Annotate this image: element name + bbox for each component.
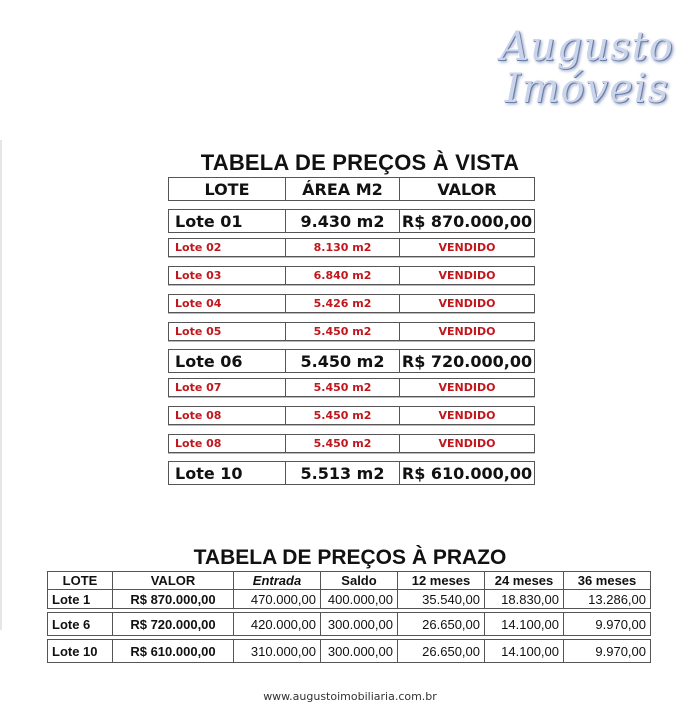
cash-table-row bbox=[168, 209, 535, 233]
value-cell: VENDIDO bbox=[438, 297, 496, 310]
value-cell: R$ 870.000,00 bbox=[113, 590, 234, 609]
installment-table-row bbox=[48, 640, 651, 663]
cash-table-row bbox=[168, 322, 535, 341]
area-cell: 6.840 m2 bbox=[286, 267, 400, 284]
area-cell: 5.450 m2 bbox=[286, 350, 400, 372]
cash-price-table-title: TABELA DE PREÇOS À VISTA bbox=[200, 150, 520, 175]
lot-cell: Lote 08 bbox=[169, 435, 286, 452]
header-valor: VALOR bbox=[113, 572, 234, 590]
header-area: ÁREA M2 bbox=[286, 178, 400, 200]
24-meses-cell: 18.830,00 bbox=[485, 590, 564, 609]
header-lote: LOTE bbox=[169, 178, 286, 200]
installment-price-table bbox=[47, 571, 651, 663]
12-meses-cell: 26.650,00 bbox=[398, 640, 485, 663]
area-cell: 5.513 m2 bbox=[286, 462, 400, 484]
brand-logo bbox=[492, 26, 682, 110]
36-meses-cell: 9.970,00 bbox=[564, 640, 651, 663]
lot-cell: Lote 1 bbox=[48, 590, 113, 609]
area-cell: 5.426 m2 bbox=[286, 295, 400, 312]
area-cell: 9.430 m2 bbox=[286, 210, 400, 232]
lot-cell: Lote 04 bbox=[169, 295, 286, 312]
lot-cell: Lote 02 bbox=[169, 239, 286, 256]
24-meses-cell: 14.100,00 bbox=[485, 613, 564, 636]
lot-cell: Lote 06 bbox=[169, 350, 286, 372]
saldo-cell: 400.000,00 bbox=[321, 590, 398, 609]
area-cell: 5.450 m2 bbox=[286, 323, 400, 340]
area-cell: 5.450 m2 bbox=[286, 435, 400, 452]
lot-cell: Lote 01 bbox=[169, 210, 286, 232]
24-meses-cell: 14.100,00 bbox=[485, 640, 564, 663]
saldo-cell: 300.000,00 bbox=[321, 613, 398, 636]
lot-cell: Lote 03 bbox=[169, 267, 286, 284]
lot-cell: Lote 6 bbox=[48, 613, 113, 636]
left-divider bbox=[0, 140, 2, 630]
lot-cell: Lote 07 bbox=[169, 379, 286, 396]
installment-table-row bbox=[48, 613, 651, 636]
cash-table-row bbox=[168, 349, 535, 373]
cash-table-row bbox=[168, 294, 535, 313]
value-cell: VENDIDO bbox=[438, 381, 496, 394]
36-meses-cell: 13.286,00 bbox=[564, 590, 651, 609]
value-cell: R$ 720.000,00 bbox=[401, 351, 533, 371]
value-cell: VENDIDO bbox=[438, 409, 496, 422]
value-cell: VENDIDO bbox=[438, 241, 496, 254]
entrada-cell: 420.000,00 bbox=[234, 613, 321, 636]
installment-table-row bbox=[48, 590, 651, 609]
lot-cell: Lote 08 bbox=[169, 407, 286, 424]
cash-table-header bbox=[168, 177, 535, 201]
entrada-cell: 470.000,00 bbox=[234, 590, 321, 609]
website-footer: www.augustoimobiliaria.com.br bbox=[263, 690, 437, 703]
lot-cell: Lote 10 bbox=[48, 640, 113, 663]
header-saldo: Saldo bbox=[321, 572, 398, 590]
value-cell: VENDIDO bbox=[438, 437, 496, 450]
header-valor: VALOR bbox=[437, 179, 497, 199]
header-lote: LOTE bbox=[48, 572, 113, 590]
area-cell: 5.450 m2 bbox=[286, 379, 400, 396]
cash-table-row bbox=[168, 238, 535, 257]
installment-table-header bbox=[48, 572, 651, 590]
cash-table-row bbox=[168, 378, 535, 397]
header-12-meses: 12 meses bbox=[398, 572, 485, 590]
header-entrada: Entrada bbox=[234, 572, 321, 590]
logo-line-1: Augusto bbox=[500, 24, 674, 70]
value-cell: VENDIDO bbox=[438, 325, 496, 338]
logo-line-2: Imóveis bbox=[504, 66, 670, 112]
installment-price-table-title: TABELA DE PREÇOS À PRAZO bbox=[193, 546, 507, 569]
cash-table-row bbox=[168, 266, 535, 285]
cash-table-row bbox=[168, 434, 535, 453]
value-cell: R$ 610.000,00 bbox=[113, 640, 234, 663]
cash-table-row bbox=[168, 461, 535, 485]
12-meses-cell: 35.540,00 bbox=[398, 590, 485, 609]
lot-cell: Lote 10 bbox=[169, 462, 286, 484]
value-cell: VENDIDO bbox=[438, 269, 496, 282]
value-cell: R$ 720.000,00 bbox=[113, 613, 234, 636]
lot-cell: Lote 05 bbox=[169, 323, 286, 340]
36-meses-cell: 9.970,00 bbox=[564, 613, 651, 636]
header-24-meses: 24 meses bbox=[485, 572, 564, 590]
cash-price-table bbox=[168, 177, 535, 485]
value-cell: R$ 610.000,00 bbox=[401, 463, 533, 483]
area-cell: 5.450 m2 bbox=[286, 407, 400, 424]
12-meses-cell: 26.650,00 bbox=[398, 613, 485, 636]
header-36-meses: 36 meses bbox=[564, 572, 651, 590]
saldo-cell: 300.000,00 bbox=[321, 640, 398, 663]
area-cell: 8.130 m2 bbox=[286, 239, 400, 256]
cash-table-row bbox=[168, 406, 535, 425]
value-cell: R$ 870.000,00 bbox=[401, 211, 533, 231]
entrada-cell: 310.000,00 bbox=[234, 640, 321, 663]
